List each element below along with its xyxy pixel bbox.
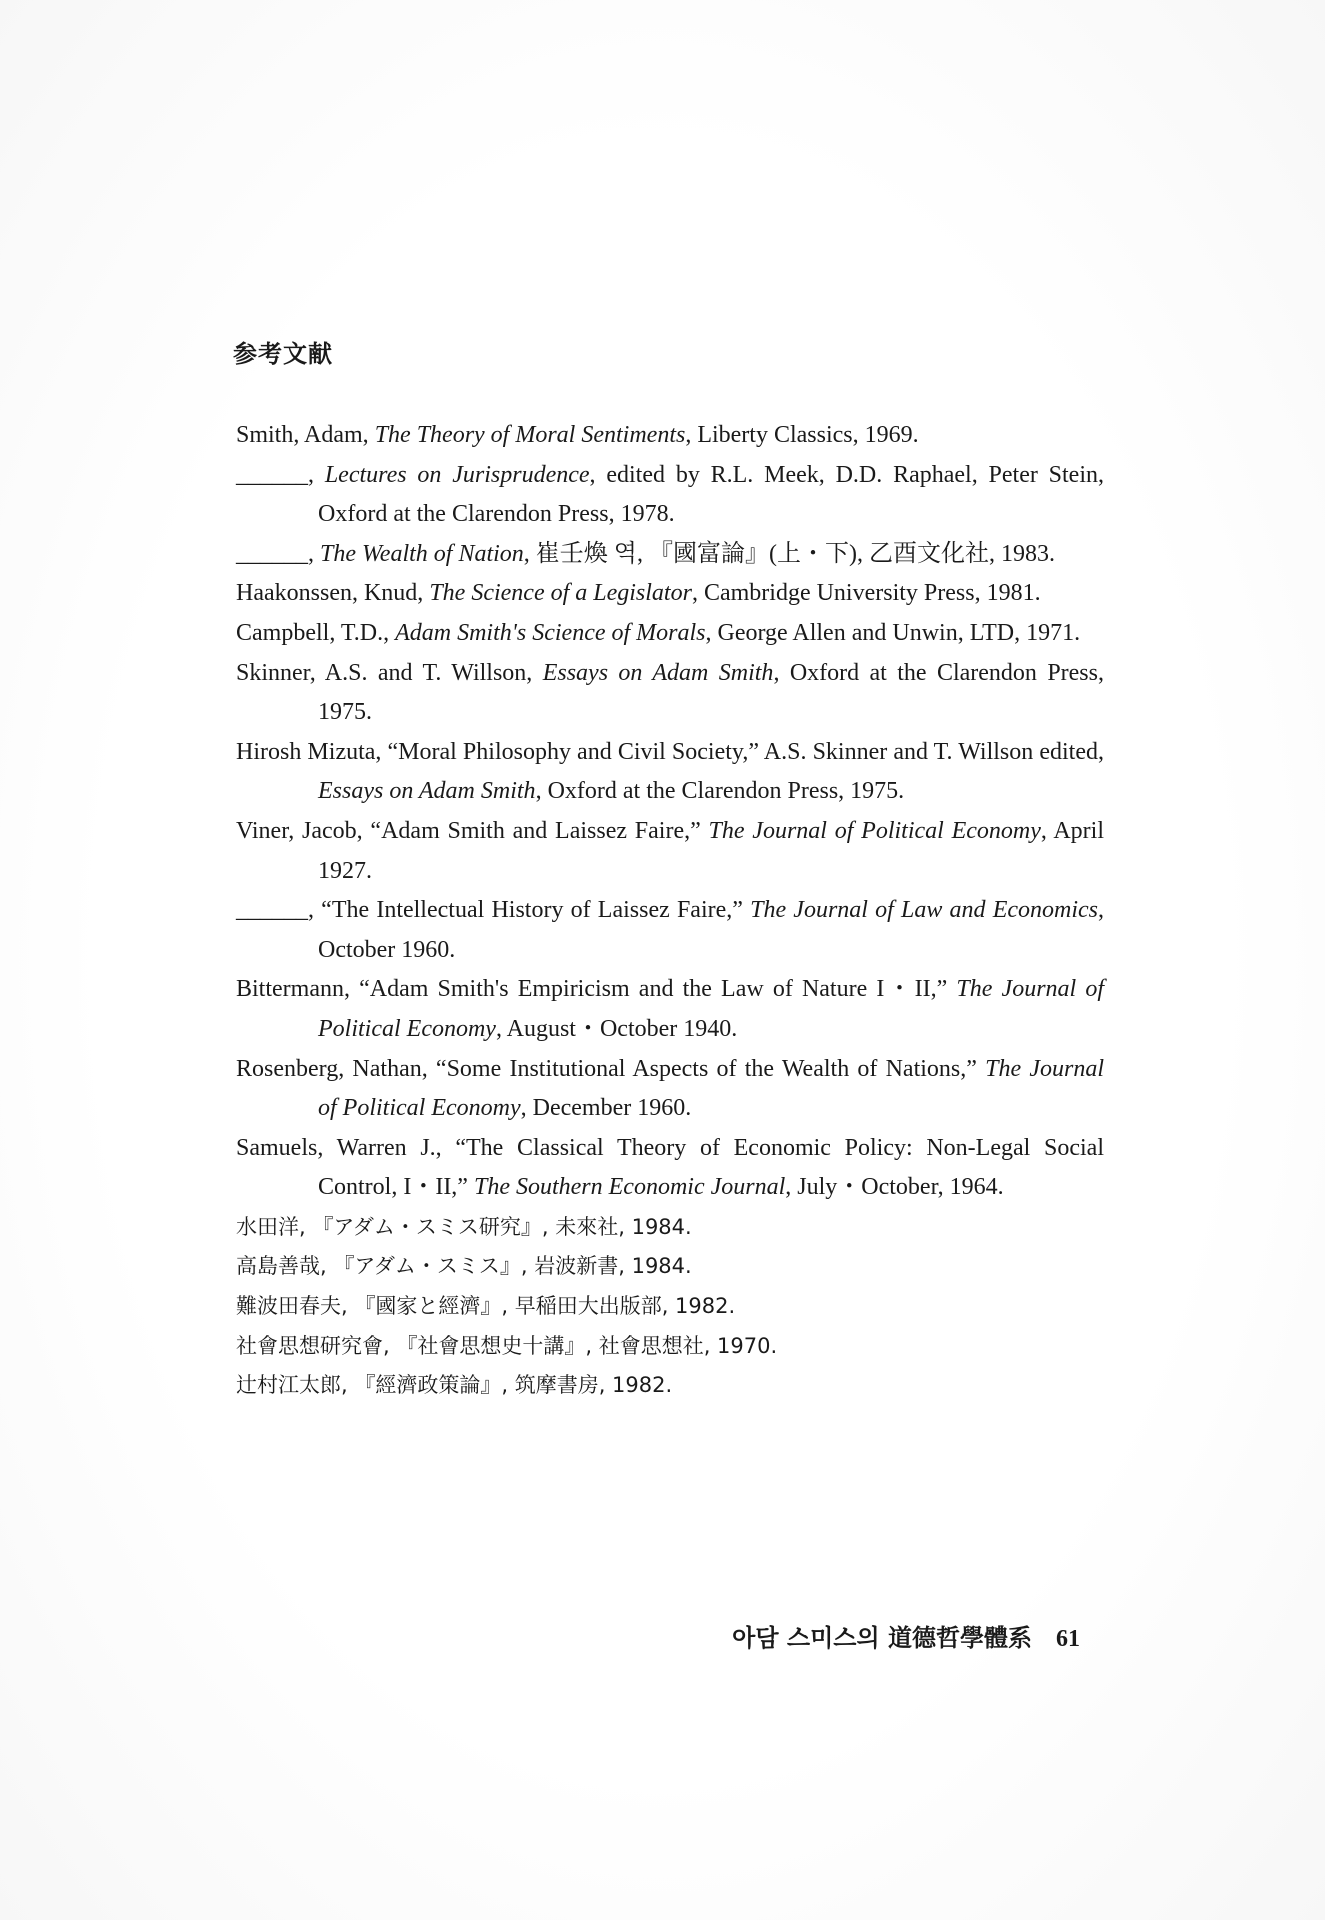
- reference-entry: [236, 1366, 1104, 1406]
- reference-title: The Journal of Law and Economics: [750, 897, 1099, 924]
- reference-title: The Journal of Political Economy: [318, 976, 1104, 1042]
- reference-entry: [236, 1287, 1104, 1327]
- reference-entry: [236, 891, 1104, 970]
- reference-title: Adam Smith's Science of Morals: [395, 619, 706, 646]
- reference-text: Samuels, Warren J., “The Classical Theory of Economic Policy: Non-Legal Social Control, I・II,”: [236, 1134, 1104, 1201]
- reference-entry: [236, 416, 1104, 456]
- reference-text: Smith, Adam,: [236, 422, 375, 448]
- reference-text: 高島善哉, 『アダム・スミス』, 岩波新書, 1984.: [236, 1254, 692, 1279]
- reference-text: Skinner, A.S. and T. Willson,: [236, 659, 543, 686]
- reference-text: , Oxford at the Clarendon Press, 1975.: [535, 778, 905, 805]
- reference-title: The Theory of Moral Sentiments: [374, 422, 686, 448]
- page-footer: [732, 1618, 1080, 1653]
- reference-text: , October 1960.: [318, 897, 1105, 963]
- reference-text: 難波田春夫, 『國家と經濟』, 早稲田大出版部, 1982.: [236, 1294, 736, 1319]
- reference-text: Bittermann, “Adam Smith's Empiricism and the Law of Nature I・II,”: [236, 976, 957, 1003]
- reference-text: , Oxford at the Clarendon Press, 1975.: [318, 659, 1104, 726]
- reference-text: , George Allen and Unwin, LTD, 1971.: [705, 619, 1081, 646]
- reference-entry: [236, 614, 1104, 654]
- reference-text: Viner, Jacob, “Adam Smith and Laissez Faire,”: [236, 817, 709, 844]
- reference-entry: [236, 456, 1104, 535]
- reference-text: ______,: [236, 540, 320, 567]
- reference-text: 社會思想研究會, 『社會思想史十講』, 社會思想社, 1970.: [236, 1333, 778, 1358]
- reference-entry: [236, 1208, 1104, 1248]
- reference-text: , July・October, 1964.: [785, 1174, 1004, 1201]
- reference-text: Rosenberg, Nathan, “Some Institutional Aspects of the Wealth of Nations,”: [236, 1055, 986, 1082]
- reference-text: , Liberty Classics, 1969.: [685, 422, 919, 448]
- reference-entry: [236, 1327, 1104, 1367]
- reference-entry: [236, 574, 1104, 614]
- reference-title: Essays on Adam Smith: [542, 659, 774, 686]
- reference-title: The Journal of Political Economy: [708, 817, 1041, 844]
- reference-text: Campbell, T.D.,: [236, 619, 396, 646]
- reference-title: The Southern Economic Journal: [473, 1174, 786, 1201]
- reference-title: The Wealth of Nation: [320, 540, 524, 567]
- reference-entry: [236, 1050, 1104, 1129]
- reference-entry: [236, 733, 1104, 812]
- reference-text: , August・October 1940.: [495, 1015, 738, 1042]
- reference-text: Haakonssen, Knud,: [236, 580, 430, 607]
- reference-entry: [236, 812, 1104, 891]
- reference-title: Lectures on Jurisprudence: [324, 461, 590, 488]
- reference-text: 水田洋, 『アダム・スミス研究』, 未來社, 1984.: [236, 1214, 692, 1239]
- reference-text: , 崔壬煥 역, 『國富論』(上・下), 乙酉文化社, 1983.: [523, 540, 1055, 567]
- reference-entry: [236, 654, 1104, 733]
- reference-text: , Cambridge University Press, 1981.: [691, 580, 1041, 607]
- reference-title: The Journal of Political Economy: [318, 1055, 1104, 1122]
- section-title: 参考文献: [233, 340, 333, 368]
- page-number: 61: [1056, 1626, 1080, 1652]
- reference-text: ______, “The Intellectual History of Laissez Faire,”: [236, 897, 751, 924]
- reference-entry: [236, 535, 1104, 575]
- reference-text: , December 1960.: [520, 1095, 692, 1122]
- reference-text: Hirosh Mizuta, “Moral Philosophy and Civil Society,” A.S. Skinner and T. Willson edited,: [236, 738, 1104, 765]
- reference-entry: [236, 970, 1104, 1049]
- reference-entry: [236, 1247, 1104, 1287]
- reference-text: 辻村江太郎, 『經濟政策論』, 筑摩書房, 1982.: [236, 1373, 673, 1398]
- reference-entry: [236, 1129, 1104, 1208]
- reference-title: The Science of a Legislator: [429, 580, 692, 607]
- reference-title: Essays on Adam Smith: [318, 778, 536, 805]
- running-title: 아담 스미스의 道德哲學體系: [732, 1624, 1032, 1652]
- reference-text: , April 1927.: [318, 817, 1105, 884]
- reference-text: ______,: [236, 461, 325, 488]
- reference-list: [236, 416, 1104, 1406]
- reference-text: , edited by R.L. Meek, D.D. Raphael, Peter Stein, Oxford at the Clarendon Press, 1978.: [318, 461, 1104, 528]
